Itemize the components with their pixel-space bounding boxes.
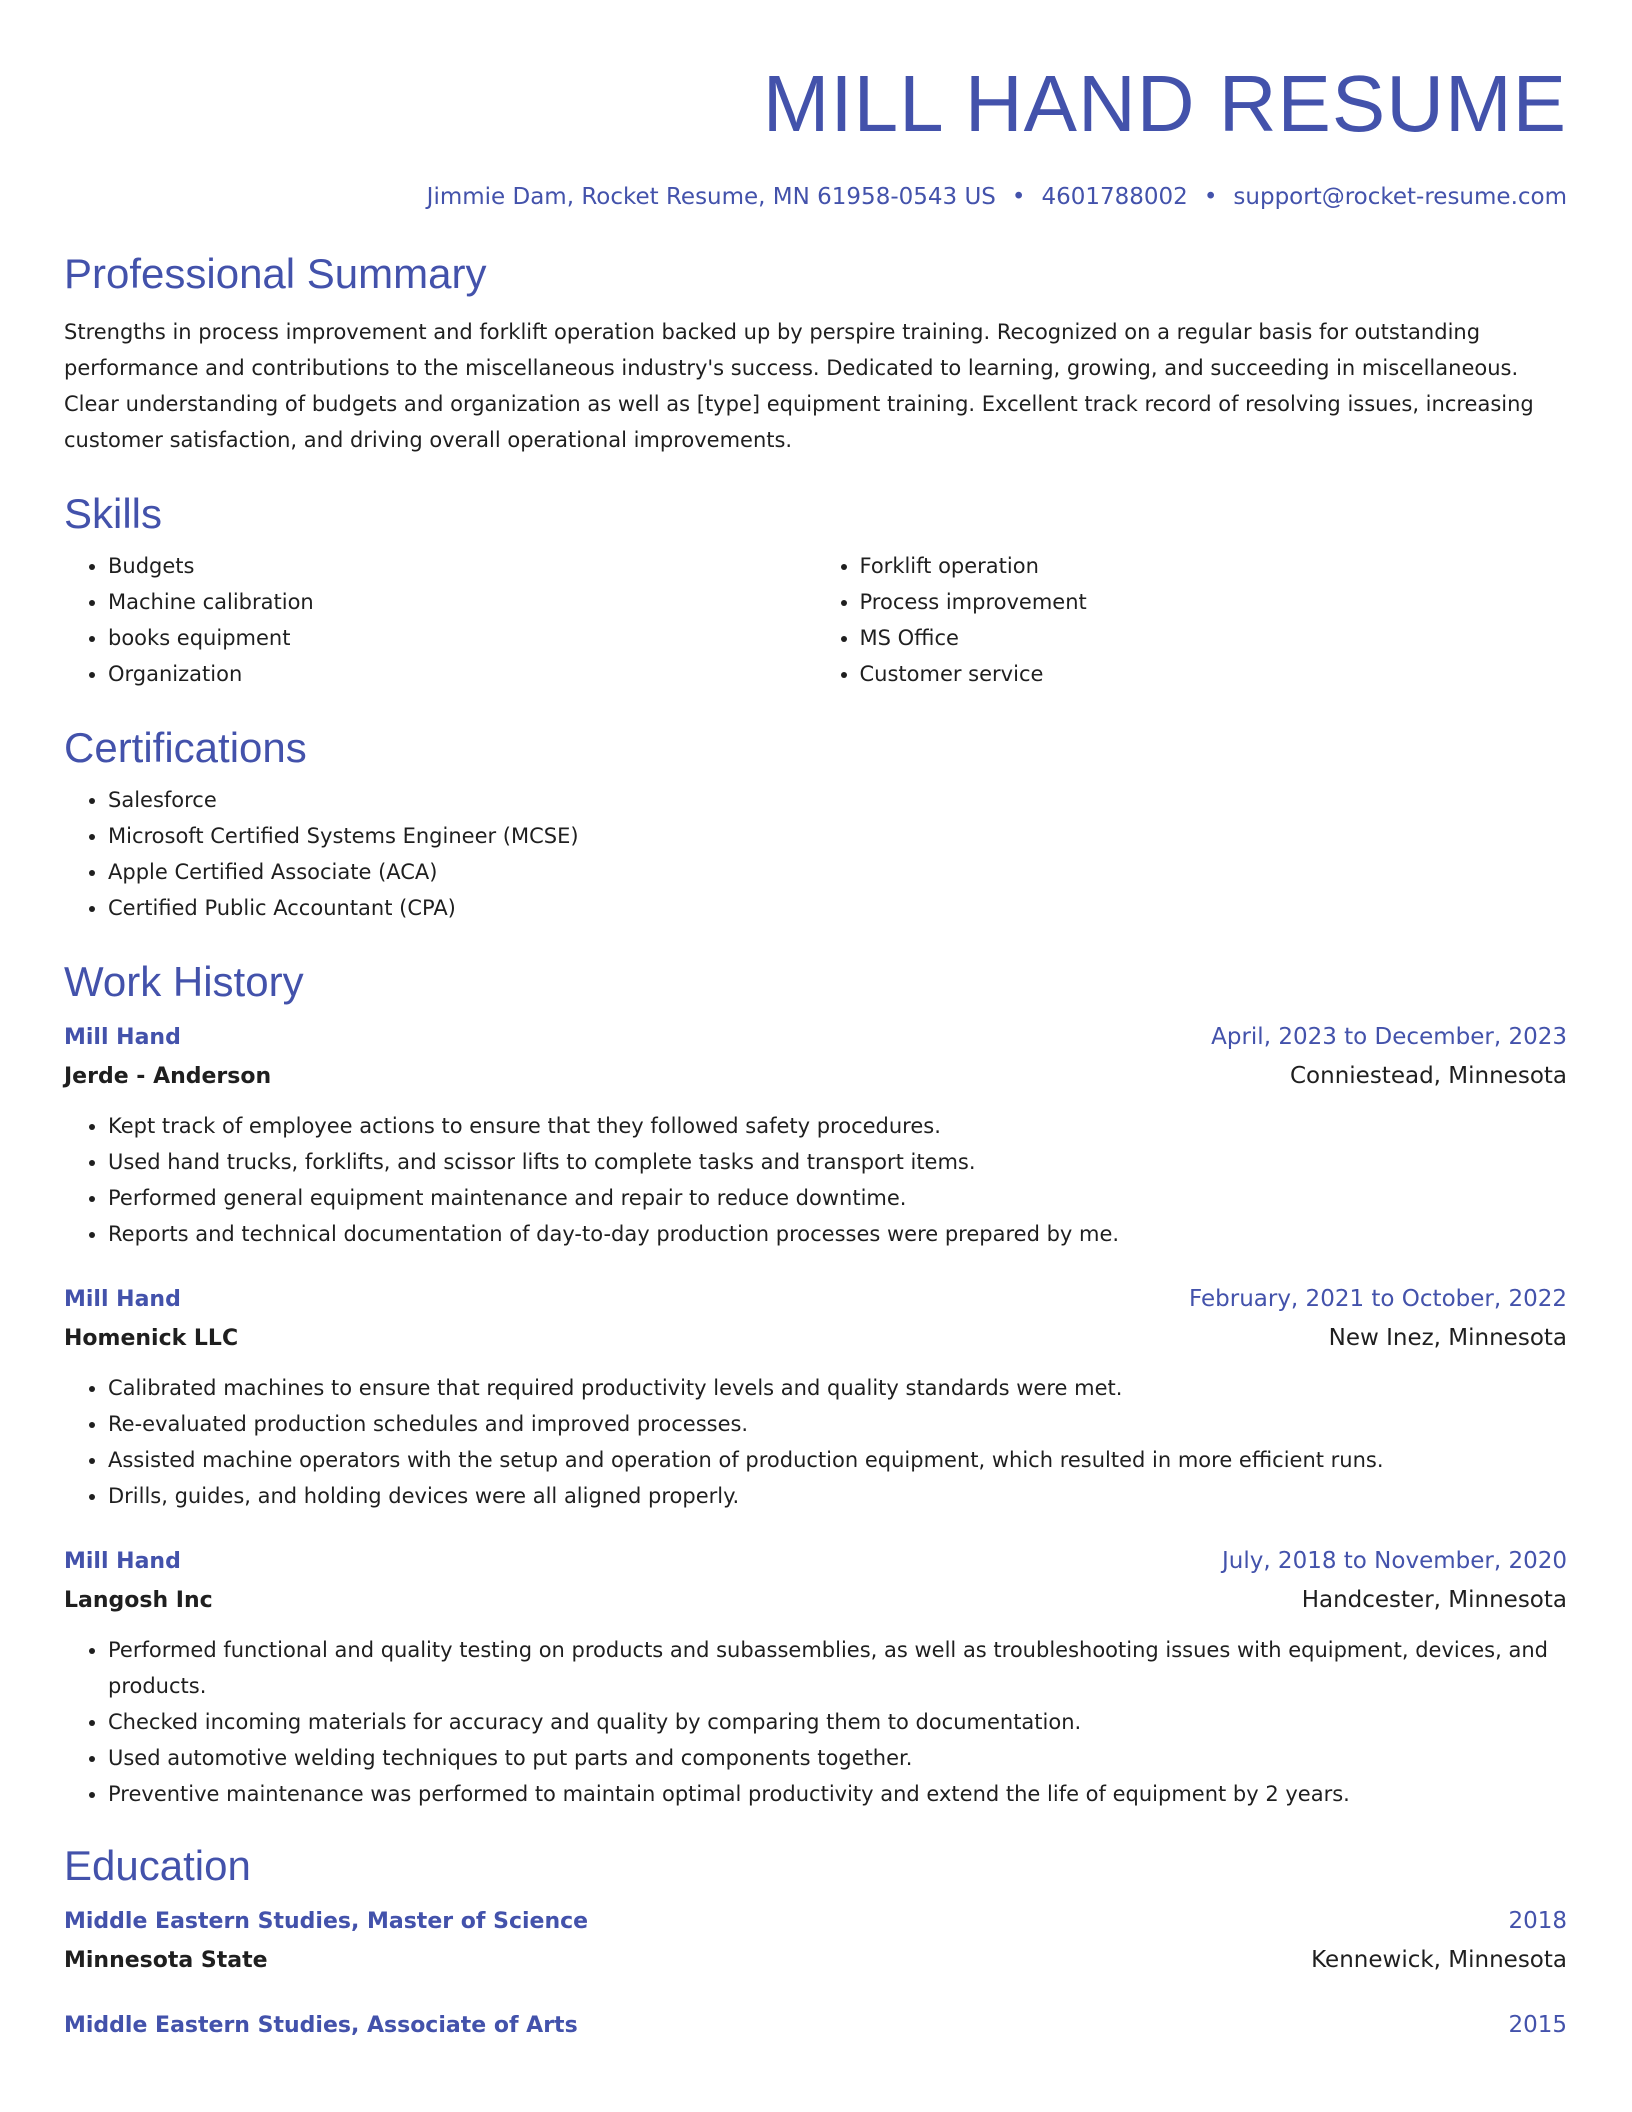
education-year: 2018 xyxy=(1508,1908,1567,1934)
job-duty: • Performed general equipment maintenance and repair to reduce downtime. xyxy=(108,1180,1567,1216)
job-entry xyxy=(64,1280,1567,1514)
job-company-row xyxy=(64,1057,1567,1096)
job-title: Mill Hand xyxy=(64,1549,181,1574)
job-duty: • Reports and technical documentation of day-to-day production processes were prepared by me. xyxy=(108,1216,1567,1252)
skills-grid xyxy=(64,548,1567,692)
job-location: Handcester, Minnesota xyxy=(1301,1587,1567,1613)
job-location: New Inez, Minnesota xyxy=(1328,1325,1567,1351)
education-school-row xyxy=(64,1941,1567,1980)
contact-separator: • xyxy=(1011,184,1026,210)
job-duty: • Kept track of employee actions to ensure that they followed safety procedures. xyxy=(108,1108,1567,1144)
contact-line xyxy=(64,182,1567,212)
work-history-section xyxy=(64,956,1567,1812)
job-location: Conniestead, Minnesota xyxy=(1290,1063,1567,1089)
skill-item: • books equipment xyxy=(108,620,816,656)
job-duty: • Drills, guides, and holding devices were all aligned properly. xyxy=(108,1478,1567,1514)
education-entry xyxy=(64,2006,1567,2045)
job-company: Homenick LLC xyxy=(64,1326,239,1351)
job-duties-list xyxy=(64,1370,1567,1514)
resume-header xyxy=(64,58,1567,212)
job-duty: • Used hand trucks, forklifts, and scissor lifts to complete tasks and transport items. xyxy=(108,1144,1567,1180)
skills-list-left xyxy=(64,548,816,692)
job-title: Mill Hand xyxy=(64,1287,181,1312)
job-dates: February, 2021 to October, 2022 xyxy=(1189,1286,1567,1312)
job-dates: April, 2023 to December, 2023 xyxy=(1211,1024,1567,1050)
job-header-row xyxy=(64,1018,1567,1057)
summary-heading: Professional Summary xyxy=(64,250,487,297)
job-entry xyxy=(64,1018,1567,1252)
job-duties-list xyxy=(64,1632,1567,1812)
job-duties-list xyxy=(64,1108,1567,1252)
education-entry xyxy=(64,1902,1567,1980)
skill-item: • Forklift operation xyxy=(860,548,1568,584)
job-company: Jerde - Anderson xyxy=(64,1064,272,1089)
certifications-section xyxy=(64,722,1567,926)
skill-item: • Customer service xyxy=(860,656,1568,692)
work-history-heading: Work History xyxy=(64,958,304,1005)
skills-list-right xyxy=(816,548,1568,692)
job-duty: • Performed functional and quality testing on products and subassemblies, as well as troubleshooting issues with equipment, devices, and products. xyxy=(108,1632,1567,1704)
summary-text: Strengths in process improvement and forklift operation backed up by perspire training. Recognized on a regular basis for outstanding performance and contributions to the miscellaneous industry's success. Dedicated to learning, growing, and succeeding in miscellaneous. Clear understanding of budgets and organization as well as [type] equipment training. Excellent track record of resolving issues, increasing customer satisfaction, and driving overall operational improvements. xyxy=(64,320,1534,452)
job-duty: • Used automotive welding techniques to put parts and components together. xyxy=(108,1740,1567,1776)
certifications-list xyxy=(64,782,1567,926)
education-degree: Middle Eastern Studies, Master of Science xyxy=(64,1909,589,1934)
certification-item: • Apple Certified Associate (ACA) xyxy=(108,854,1567,890)
skill-item: • MS Office xyxy=(860,620,1568,656)
resume-title: MILL HAND RESUME xyxy=(762,59,1567,148)
job-title: Mill Hand xyxy=(64,1025,181,1050)
job-duty: • Re-evaluated production schedules and improved processes. xyxy=(108,1406,1567,1442)
education-degree: Middle Eastern Studies, Associate of Arts xyxy=(64,2013,578,2038)
education-heading: Education xyxy=(64,1842,251,1889)
skills-heading: Skills xyxy=(64,490,163,537)
education-school: Minnesota State xyxy=(64,1948,268,1973)
summary-section xyxy=(64,248,1567,458)
skills-section xyxy=(64,488,1567,692)
education-section xyxy=(64,1840,1567,2045)
job-header-row xyxy=(64,1542,1567,1581)
job-entry xyxy=(64,1542,1567,1812)
job-company: Langosh Inc xyxy=(64,1588,213,1613)
education-location: Kennewick, Minnesota xyxy=(1311,1947,1567,1973)
skill-item: • Process improvement xyxy=(860,584,1568,620)
contact-email[interactable]: support@rocket-resume.com xyxy=(1233,184,1567,210)
education-header-row xyxy=(64,1902,1567,1941)
job-header-row xyxy=(64,1280,1567,1319)
job-duty: • Calibrated machines to ensure that required productivity levels and quality standards were met. xyxy=(108,1370,1567,1406)
job-duty: • Checked incoming materials for accuracy and quality by comparing them to documentation. xyxy=(108,1704,1567,1740)
skill-item: • Machine calibration xyxy=(108,584,816,620)
skill-item: • Budgets xyxy=(108,548,816,584)
job-duty: • Assisted machine operators with the setup and operation of production equipment, which resulted in more efficient runs. xyxy=(108,1442,1567,1478)
skill-item: • Organization xyxy=(108,656,816,692)
education-year: 2015 xyxy=(1508,2012,1567,2038)
job-duty: • Preventive maintenance was performed to maintain optimal productivity and extend the life of equipment by 2 years. xyxy=(108,1776,1567,1812)
certification-item: • Certified Public Accountant (CPA) xyxy=(108,890,1567,926)
certification-item: • Salesforce xyxy=(108,782,1567,818)
job-dates: July, 2018 to November, 2020 xyxy=(1221,1548,1567,1574)
certifications-heading: Certifications xyxy=(64,724,307,771)
contact-separator: • xyxy=(1203,184,1218,210)
contact-phone[interactable]: 4601788002 xyxy=(1041,184,1188,210)
contact-address: Jimmie Dam, Rocket Resume, MN 61958-0543 US xyxy=(426,184,996,210)
resume-page xyxy=(64,0,1567,2073)
education-header-row xyxy=(64,2006,1567,2045)
job-company-row xyxy=(64,1581,1567,1620)
job-company-row xyxy=(64,1319,1567,1358)
certification-item: • Microsoft Certified Systems Engineer (MCSE) xyxy=(108,818,1567,854)
